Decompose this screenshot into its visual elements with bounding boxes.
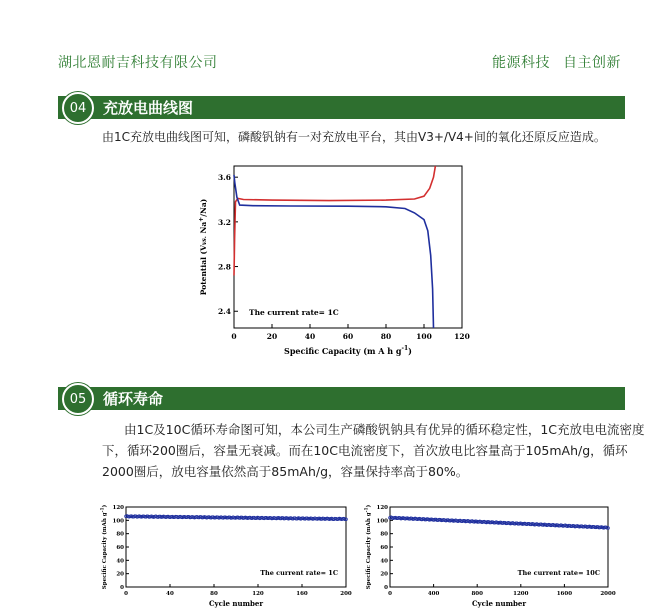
- rate-1c-chart-annotation: The current rate= 1C: [260, 569, 338, 577]
- cycle-life-line-3: 2000圈后，放电容量依然高于85mAh/g，容量保持率高于80%。: [102, 464, 469, 479]
- rate-1c-y-tick-label: 60: [116, 545, 124, 551]
- x-tick-label: 0: [231, 332, 237, 341]
- rate-10c-x-tick-label: 400: [427, 591, 440, 597]
- rate-1c-y-tick-label: 20: [116, 571, 124, 578]
- rate-10c-x-tick-label: 2000: [600, 591, 616, 597]
- x-tick-label: 100: [416, 332, 432, 341]
- chart-annotation: The current rate= 1C: [249, 308, 339, 317]
- y-axis-label: Potential (Vvs. Na+/Na): [198, 198, 208, 296]
- rate-10c-chart-annotation: The current rate= 10C: [517, 569, 600, 577]
- section-number-04: 04: [62, 92, 94, 124]
- rate-10c-y-tick-label: 100: [376, 518, 388, 525]
- rate-10c-y-axis-label: Specific Capacity (mAh $g^{-1}$): [364, 504, 372, 590]
- company-slogan: 能源科技 自主创新: [492, 55, 621, 71]
- rate-10c-x-tick-label: 0: [388, 591, 392, 597]
- rate-10c-y-tick-label: 80: [380, 531, 388, 538]
- rate-1c-x-tick-label: 0: [124, 591, 128, 597]
- rate-1c-y-tick-label: 40: [116, 558, 124, 565]
- x-tick-label: 80: [380, 332, 392, 341]
- y-tick-label: 3.6: [217, 173, 231, 183]
- rate-1c-x-tick-label: 40: [166, 591, 174, 597]
- cycle-life-line-1: 由1C及10C循环寿命图可知，本公司生产磷酸钒钠具有优异的循环稳定性，1C充放电电流密度: [124, 422, 645, 437]
- cycle-life-chart-1c: [98, 500, 356, 615]
- rate-1c-x-tick-label: 200: [340, 591, 352, 597]
- rate-10c-y-tick-label: 0: [384, 585, 388, 591]
- rate-1c-x-tick-label: 80: [210, 591, 218, 597]
- rate-10c-y-tick-label: 20: [380, 571, 388, 578]
- rate-10c-y-tick-label: 60: [380, 545, 388, 551]
- x-tick-label: 40: [304, 332, 316, 341]
- rate-10c-x-tick-label: 1600: [556, 591, 573, 597]
- x-tick-label: 60: [342, 332, 354, 341]
- section-title-cycle-life: 循环寿命: [103, 390, 164, 408]
- rate-1c-y-tick-label: 0: [120, 585, 124, 591]
- cycle-life-chart-10c: [362, 500, 622, 615]
- discharge-curve: [234, 175, 434, 328]
- rate-1c-x-tick-label: 120: [252, 591, 264, 597]
- rate-1c-y-tick-label: 80: [116, 531, 124, 538]
- x-tick-label: 20: [266, 332, 278, 341]
- company-name: 湖北恩耐吉科技有限公司: [58, 55, 218, 71]
- y-tick-label: 2.8: [217, 262, 231, 272]
- x-tick-label: 120: [454, 332, 470, 341]
- rate-1c-x-axis-label: Cycle number: [208, 599, 264, 608]
- section-number-05: 05: [62, 383, 94, 415]
- charge-curve: [234, 166, 435, 276]
- charge-discharge-description: 由1C充放电曲线图可知，磷酸钒钠有一对充放电平台，其由V3+/V4+间的氧化还原反应造成。: [102, 130, 606, 144]
- rate-1c-y-tick-label: 100: [112, 518, 124, 525]
- rate-1c-x-tick-label: 160: [296, 591, 308, 597]
- rate-1c-y-axis-label: Specific Capacity (mAh $g^{-1}$): [100, 504, 108, 590]
- rate-10c-x-tick-label: 1200: [513, 591, 529, 597]
- cycle-life-line-2: 下，循环200圈后，容量无衰减。而在10C电流密度下，首次放电比容量高于105mAh/g，循环: [102, 443, 628, 458]
- rate-10c-y-tick-label: 120: [376, 505, 388, 511]
- rate-1c-y-tick-label: 120: [112, 505, 124, 511]
- rate-10c-x-axis-label: Cycle number: [471, 599, 527, 608]
- x-axis-label: Specific Capacity (m A h $g^{-1}$): [284, 345, 412, 356]
- rate-10c-x-tick-label: 800: [471, 591, 483, 597]
- y-tick-label: 3.2: [217, 217, 231, 227]
- rate-10c-y-tick-label: 40: [380, 558, 388, 565]
- y-tick-label: 2.4: [217, 307, 231, 317]
- charge-discharge-chart: [190, 160, 480, 370]
- section-title-charge-discharge: 充放电曲线图: [103, 99, 194, 117]
